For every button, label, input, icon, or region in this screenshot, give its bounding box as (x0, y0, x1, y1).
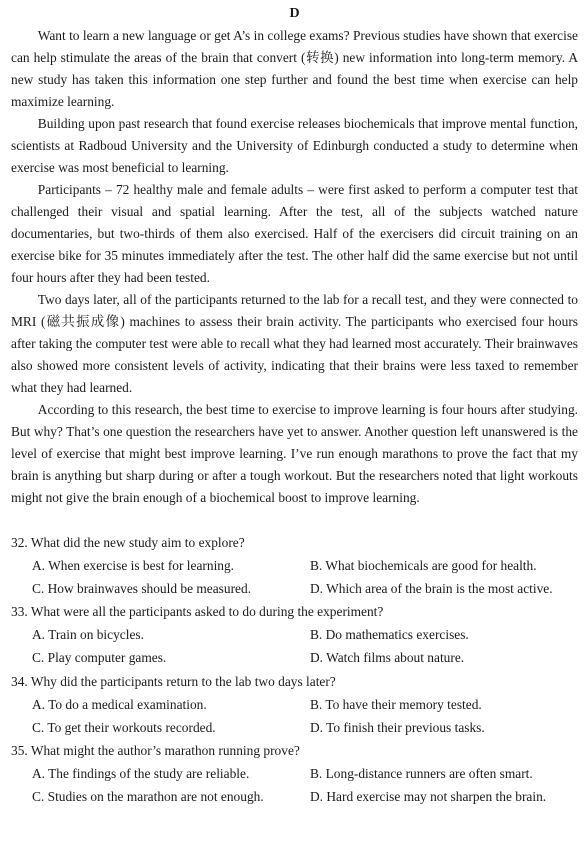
option-b[interactable]: B. To have their memory tested. (310, 696, 482, 712)
reading-passage (11, 25, 578, 509)
option-a[interactable]: A. Train on bicycles. (32, 627, 144, 643)
option-b[interactable]: B. What biochemicals are good for health. (310, 558, 537, 574)
option-b[interactable]: B. Long-distance runners are often smart. (310, 765, 533, 781)
passage-paragraph: Participants – 72 healthy male and female adults – were first asked to perform a computer test that challenged their visual and spatial learning. After the test, all of the subjects watched nature documentaries, but two-thirds of them also exercised. Half of the exercisers did circuit training on an exercise bike for 35 minutes immediately after the test. The other half did the same exercise but not until four hours after they had been tested. (11, 182, 578, 285)
passage-paragraph: According to this research, the best time to exercise to improve learning is four hours after studying. But why? That’s one question the researchers have yet to answer. Another question left unanswered is the level of exercise that might best improve learning. I’ve run enough marathons to prove the fact that my brain is anything but sharp during or after a tough workout. But the researchers noted that light workouts might not give the brain enough of a biochemical boost to improve learning. (11, 402, 578, 505)
option-d[interactable]: D. To finish their previous tasks. (310, 719, 485, 735)
question-stem: 35. What might the author’s marathon running prove? (11, 742, 300, 758)
answer-options (11, 693, 578, 739)
question-stem: 32. What did the new study aim to explore? (11, 535, 245, 550)
section-spacer (11, 509, 578, 531)
question-item (11, 670, 578, 739)
section-title: D (289, 6, 300, 21)
answer-options (11, 762, 578, 808)
question-item (11, 739, 578, 808)
option-d[interactable]: D. Which area of the brain is the most active. (310, 581, 553, 597)
passage-paragraph: Want to learn a new language or get A’s in college exams? Previous studies have shown that exercise can help stimulate the areas of the brain that convert (转换) new information into long-term memory. A new study has taken this information one step further and found the best time when exercise can help maximize learning. (11, 28, 578, 109)
option-a[interactable]: A. When exercise is best for learning. (32, 558, 235, 574)
option-b[interactable]: B. Do mathematics exercises. (310, 627, 469, 643)
question-stem: 34. Why did the participants return to the lab two days later? (11, 673, 336, 689)
passage-paragraph: Two days later, all of the participants returned to the lab for a recall test, and they were connected to MRI (磁共振成像) machines to assess their brain activity. The participants who exercised four hours after taking the computer test were able to recall what they had learned most accurately. Their brainwaves also showed more consistent levels of activity, indicating that their brains were less taxed to remember what they had learned. (11, 292, 578, 395)
answer-options (11, 623, 578, 669)
option-c[interactable]: C. Studies on the marathon are not enough. (32, 789, 264, 805)
passage-paragraph: Building upon past research that found exercise releases biochemicals that improve mental function, scientists at Radboud University and the University of Edinburgh conducted a study to determine when exercise was most beneficial to learning. (11, 116, 578, 175)
option-c[interactable]: C. Play computer games. (32, 650, 167, 666)
question-item (11, 531, 578, 600)
questions-block (11, 531, 578, 808)
question-item (11, 600, 578, 669)
option-c[interactable]: C. To get their workouts recorded. (32, 719, 216, 735)
option-d[interactable]: D. Hard exercise may not sharpen the brain. (310, 789, 547, 805)
option-d[interactable]: D. Watch films about nature. (310, 650, 465, 666)
option-a[interactable]: A. The findings of the study are reliable. (32, 765, 250, 781)
option-a[interactable]: A. To do a medical examination. (32, 696, 207, 712)
answer-options (11, 554, 578, 600)
question-stem: 33. What were all the participants asked to do during the experiment? (11, 604, 384, 620)
option-c[interactable]: C. How brainwaves should be measured. (32, 581, 252, 597)
